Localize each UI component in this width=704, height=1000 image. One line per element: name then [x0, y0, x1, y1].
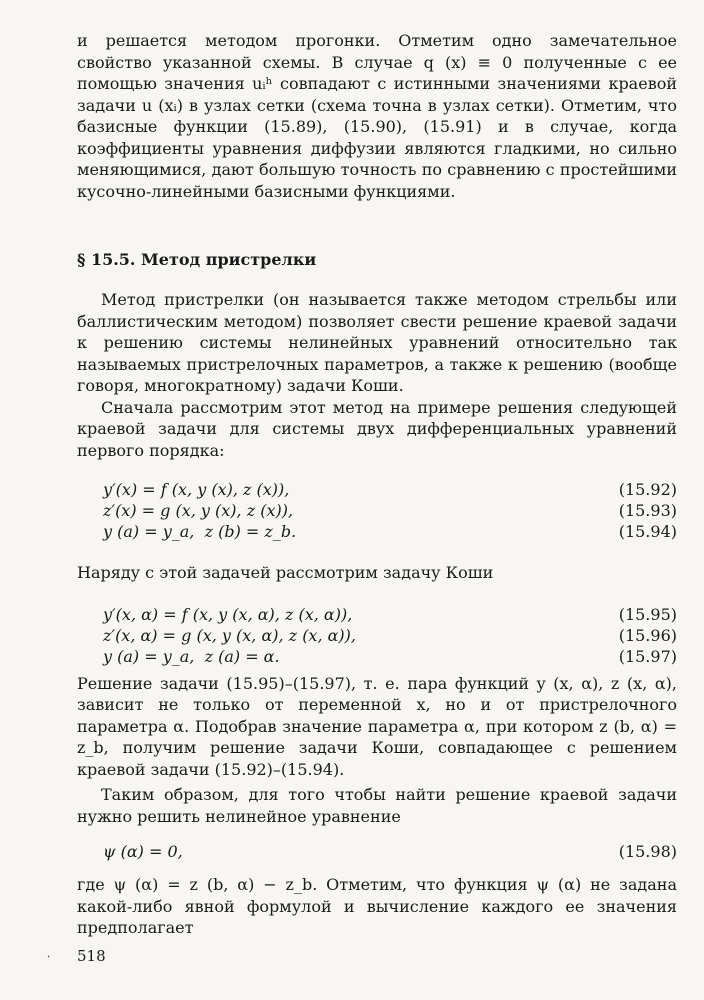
equation-block-2 [77, 604, 677, 667]
equation-row [77, 625, 677, 646]
paragraph-6: Таким образом, для того чтобы найти решение краевой задачи нужно решить нелинейное уравнение [77, 785, 677, 826]
paragraph-7: где ψ (α) = z (b, α) − z_b. Отметим, что функция ψ (α) не задана какой-либо явной формулой и вычисление каждого ее значения предполагает [77, 875, 677, 937]
equation-row [77, 841, 677, 862]
equation-formula: z′(x) = g (x, y (x), z (x)), [103, 501, 294, 520]
section-title: § 15.5. Метод пристрелки [77, 250, 317, 269]
equation-formula: y (a) = y_a, z (a) = α. [103, 646, 280, 666]
paragraph-5: Решение задачи (15.95)–(15.97), т. е. пара функций y (x, α), z (x, α), зависит не только от переменной x, но и от пристрелочного параметра α. Подобрав значение параметра α, при котором z (b, α) = z_b, получим решение задачи Коши, совпадающее с решением краевой задачи (15.92)–(15.94). [77, 673, 677, 779]
equation-number: (15.93) [618, 501, 677, 520]
equation-block-1 [77, 479, 677, 542]
equation-number: (15.94) [618, 522, 677, 541]
paragraph-3: Сначала рассмотрим этот метод на примере решения следующей краевой задачи для системы двух дифференциальных уравнений первого порядка: [77, 397, 677, 460]
equation-row [77, 479, 677, 500]
margin-dot: · [47, 952, 51, 963]
equation-number: (15.98) [618, 842, 677, 861]
paragraph-4: Наряду с этой задачей рассмотрим задачу Коши [77, 563, 494, 582]
equation-formula: y′(x, α) = f (x, y (x, α), z (x, α)), [103, 604, 353, 624]
paragraph-1: и решается методом прогонки. Отметим одно замечательное свойство указанной схемы. В случае q (x) ≡ 0 полученные с ее помощью значения uᵢʰ совпадают с истинными значениями краевой задачи u (xᵢ) в узлах сетки (схема точна в узлах сетки). Отметим, что базисные функции (15.89), (15.90), (15.91) и в случае, когда коэффициенты уравнения диффузии являются гладкими, но сильно меняющимися, дают большую точность по сравнению с простейшими кусочно-линейными базисными функциями. [77, 31, 677, 201]
equation-number: (15.96) [618, 625, 677, 645]
equation-number: (15.95) [618, 604, 677, 624]
equation-row [77, 521, 677, 542]
equation-formula: y′(x) = f (x, y (x), z (x)), [103, 480, 290, 499]
equation-row [77, 646, 677, 667]
equation-number: (15.92) [618, 480, 677, 499]
equation-row [77, 604, 677, 625]
equation-formula: z′(x, α) = g (x, y (x, α), z (x, α)), [103, 625, 356, 645]
equation-row [77, 500, 677, 521]
page-content [77, 30, 677, 939]
paragraph-2: Метод пристрелки (он называется также методом стрельбы или баллистическим методом) позволяет свести решение краевой задачи к решению системы нелинейных уравнений относительно так называемых пристрелочных параметров, а также к решению (вообще говоря, многократному) задачи Коши. [77, 290, 677, 395]
equation-formula: y (a) = y_a, z (b) = z_b. [103, 522, 297, 541]
page-number: 518 [77, 947, 106, 965]
equation-number: (15.97) [618, 646, 677, 666]
equation-formula: ψ (α) = 0, [103, 842, 183, 861]
